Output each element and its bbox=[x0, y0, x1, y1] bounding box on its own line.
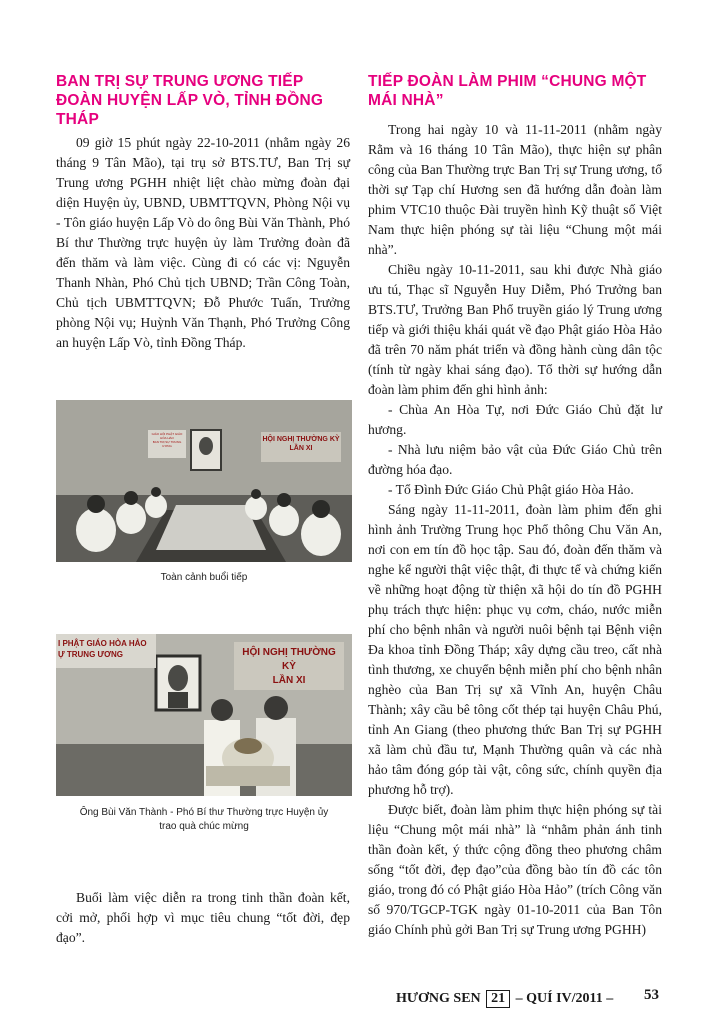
right-paragraph-2: Chiều ngày 10-11-2011, sau khi được Nhà giáo ưu tú, Thạc sĩ Nguyễn Huy Diễm, Phó Trưởng ban BTS.TƯ, Trưởng Ban Phổ truyền giáo lý Trung ương tiếp và giới thiệu khái quát về đạo Phật giáo Hòa Hảo đã trên 70 năm phát triển và đồng hành cùng dân tộc (tính từ ngày khai sáng đạo). Tổ thời sự hướng dẫn đoàn làm phim đến ghi hình ảnh: bbox=[368, 262, 662, 397]
left-article-heading: BAN TRỊ SỰ TRUNG ƯƠNG TIẾP ĐOÀN HUYỆN LẤP VÒ, TỈNH ĐỒNG THÁP bbox=[56, 73, 324, 128]
right-article-heading: TIẾP ĐOÀN LÀM PHIM “CHUNG MỘT MÁI NHÀ” bbox=[368, 73, 647, 109]
right-paragraph-3: - Chùa An Hòa Tự, nơi Đức Giáo Chủ đặt lư hương. bbox=[368, 402, 662, 437]
gift-presentation-caption bbox=[56, 806, 352, 834]
issue-quarter: – QUÍ IV/2011 – bbox=[515, 991, 614, 1006]
right-paragraph-4: - Nhà lưu niệm bảo vật của Đức Giáo Chủ trên đường hóa đạo. bbox=[368, 442, 662, 477]
photo1-banner-right: HỘI NGHỊ THƯỜNG KỲ LẦN XI bbox=[262, 436, 340, 452]
right-paragraph-1: Trong hai ngày 10 và 11-11-2011 (nhằm ngày Rằm và 16 tháng 10 Tân Mão), thực hiện sự phân công của Ban Thường trực Ban Trị sự Trung ương, tổ thời sự Tạp chí Hương sen đã hướng dẫn đoàn làm phim VTC10 thuộc Đài truyền hình Kỹ thuật số Việt Nam thực hiện phóng sự tài liệu “Chung một mái nhà”. bbox=[368, 122, 662, 257]
photo1-banner-left: GIÁO HỘI PHẬT GIÁO HÒA HẢO BAN TRỊ SỰ TRUNG ƯƠNG bbox=[151, 432, 183, 448]
gift-caption-line-2: trao quà chúc mừng bbox=[159, 821, 249, 832]
gift-presentation-photo bbox=[56, 634, 352, 796]
meeting-overview-photo bbox=[56, 400, 352, 562]
right-paragraph-5: - Tổ Đình Đức Giáo Chủ Phật giáo Hòa Hảo. bbox=[388, 482, 634, 497]
magazine-footer bbox=[396, 990, 613, 1008]
left-article-paragraph-1: 09 giờ 15 phút ngày 22-10-2011 (nhằm ngày 26 tháng 9 Tân Mão), tại trụ sở BTS.TƯ, Ban Trị sự Trung ương PGHH nhiệt liệt chào mừng đoàn đại diện Huyện ủy, UBND, UBMTTQVN, Phòng Nội vụ - Tôn giáo huyện Lấp Vò do ông Bùi Văn Thành, Phó Bí thư Thường trực huyện ủy làm Trưởng đoàn đã đến thăm và làm việc. Cùng đi có các vị: Nguyễn Thanh Nhàn, Phó Chủ tịch UBND; Trần Công Toàn, Chủ tịch UBMTTQVN; Đỗ Phước Tuấn, Trưởng phòng Nội vụ; Huỳnh Văn Thạnh, Phó Trưởng Công an huyện Lấp Vò, tỉnh Đồng Tháp. bbox=[56, 135, 350, 350]
meeting-overview-caption: Toàn cảnh buổi tiếp bbox=[160, 572, 248, 583]
gift-caption-line-1: Ông Bùi Văn Thành - Phó Bí thư Thường trực Huyện ủy bbox=[79, 807, 329, 818]
right-paragraph-6: Sáng ngày 11-11-2011, đoàn làm phim đến ghi hình ảnh Trường Trung học Phổ thông Chu Văn An, nơi con em tín đồ học tập. Sau đó, đoàn đến thăm và nghe kể người thật việc thật, đi thực tế và chứng kiến về những hoạt động từ thiện xã hội do tín đồ PGHH phụ trách thực hiện: phục vụ cơm, cháo, nước miễn phí cho bệnh nhân và người nuôi bệnh tại Bệnh viện Đa khoa tỉnh Đồng Tháp; xây dựng cầu treo, cất nhà tình thương, xe chuyển bệnh miễn phí cho bệnh nhân nghèo của Ban Trị sự xã Vĩnh An, huyện Châu Thành; xây cầu bê tông cốt thép tại huyện Châu Phú, tỉnh An Giang (theo phương thức Ban Trị sự PGHH xã làm chủ đầu tư, Mạnh Thường quân và các nhà hảo tâm đóng góp tài vật, công sức, chính quyền địa phương hỗ trợ). bbox=[368, 502, 662, 797]
page-number: 53 bbox=[644, 987, 659, 1003]
right-paragraph-7: Được biết, đoàn làm phim thực hiện phóng sự tài liệu “Chung một mái nhà” là “nhằm phản ánh tinh thần đoàn kết, ý thức cộng đồng theo phương châm sống “tốt đời, đẹp đạo”của đồng bào tín đồ các tôn giáo, trong đó có Phật giáo Hòa Hảo” (trích Công văn số 970/TGCP-TGK ngày 01-10-2011 của Ban Tôn giáo Chính phủ gởi Ban Trị sự Trung ương PGHH) bbox=[368, 802, 662, 937]
photo2-banner-left: I PHẬT GIÁO HÒA HẢO Ự TRUNG ƯƠNG bbox=[58, 639, 147, 659]
photo2-banner-right: HỘI NGHỊ THƯỜNG KỲ LẦN XI bbox=[242, 647, 336, 686]
right-article-body bbox=[368, 120, 662, 940]
meeting-overview-illustration bbox=[56, 400, 352, 562]
left-article-paragraph-2: Buổi làm việc diễn ra trong tinh thần đoàn kết, cởi mở, phối hợp vì mục tiêu chung “tốt đời, đẹp đạo”. bbox=[56, 890, 350, 945]
issue-number: 21 bbox=[486, 990, 510, 1008]
magazine-name: HƯƠNG SEN bbox=[396, 991, 481, 1006]
